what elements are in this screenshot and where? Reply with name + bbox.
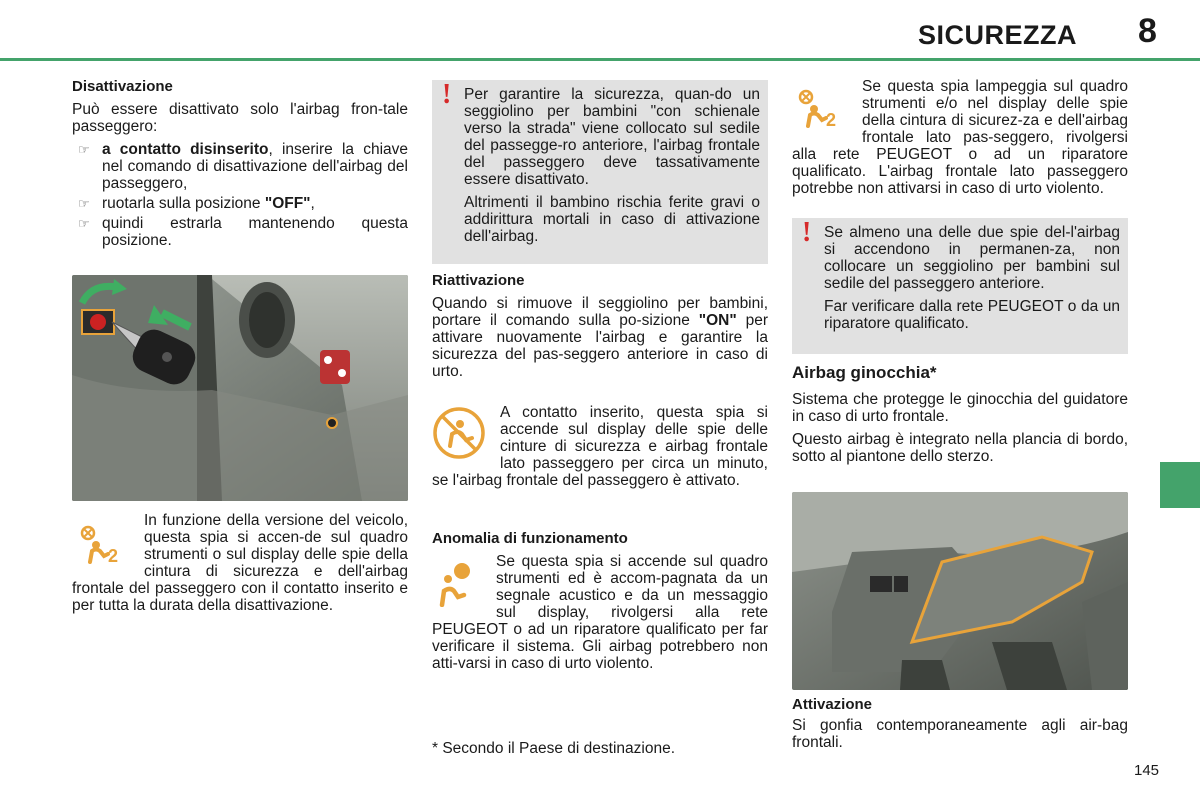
list-item-text: , inserire la chiave nel comando di disattivazione dell'airbag del passeggero, [102, 141, 408, 192]
heading-attivazione: Attivazione [792, 696, 873, 713]
photo-knee-airbag [792, 492, 1128, 690]
airbag-on-text: A contatto inserito, questa spia si accende sul display delle spie delle cinture di sicurezza e airbag frontale lato passeggero per circa un minuto, se l'airbag frontale del passeggero è attivato. [432, 404, 768, 489]
anomaly-section [432, 530, 768, 678]
chapter-tab [1160, 462, 1200, 508]
warning-text: Per garantire la sicurezza, quan-do un seggiolino per bambini "con schienale verso la strada" viene collocato sul sedile del passegge-ro anteriore, l'airbag frontale del passeggero deve tassativamente essere disattivato. [464, 86, 760, 188]
bold-text: "ON" [698, 312, 737, 329]
knee-airbag-illustration [792, 492, 1128, 690]
warning-exclamation-icon: ! [442, 79, 452, 110]
warning-text: Far verificare dalla rete PEUGEOT o da un riparatore qualificato. [824, 298, 1120, 332]
anomaly-text: Se questa spia si accende sul quadro strumenti ed è accom-pagnata da un segnale acustico e da un messaggio sul display, rivolgersi alla rete PEUGEOT o ad un riparatore qualificato per far verificare il sistema. Gli airbag potrebbero non atti-varsi in caso di urto violento. [432, 553, 768, 672]
svg-text:2: 2 [826, 110, 837, 128]
body-text: per attivare nuovamente l'airbag e garantire la sicurezza del pas-seggero anteriore in caso di urto. [432, 312, 768, 380]
airbag-off-note [72, 512, 408, 620]
pointing-hand-icon: ☞ [78, 216, 90, 231]
page-title: SICUREZZA [918, 20, 1077, 50]
warning-text: Se almeno una delle due spie del-l'airbag si accendono in permanen-za, non collocare un seggiolino per bambini sul sedile del passeggero anteriore. [824, 224, 1120, 292]
intro-text: Può essere disattivato solo l'airbag fron-tale passeggero: [72, 101, 408, 135]
warning-box-permanent [792, 218, 1128, 354]
knee-airbag-text: Questo airbag è integrato nella plancia di bordo, sotto al piantone dello sterzo. [792, 431, 1128, 465]
footnote: * Secondo il Paese di destinazione. [432, 740, 675, 757]
column-middle [432, 272, 768, 386]
airbag-fault-icon [436, 561, 474, 611]
pointing-hand-icon: ☞ [78, 142, 90, 157]
knee-airbag-text: Sistema che protegge le ginocchia del guidatore in caso di urto frontale. [792, 391, 1128, 425]
list-item [72, 141, 408, 192]
reactivation-text [432, 295, 768, 380]
heading-disattivazione: Disattivazione [72, 78, 173, 95]
svg-text:2: 2 [108, 546, 119, 564]
warning-text: Altrimenti il bambino rischia ferite gravi o addirittura mortali in caso di attivazione dell'airbag. [464, 194, 760, 245]
list-item [72, 195, 408, 212]
bold-text: "OFF" [264, 195, 311, 212]
airbag-on-note [432, 404, 768, 495]
chapter-number: 8 [1138, 12, 1157, 50]
list-item-text: quindi estrarla mantenendo questa posizione. [102, 215, 408, 249]
list-item-text: , [310, 195, 315, 212]
heading-airbag-ginocchia: Airbag ginocchia* [792, 363, 937, 382]
body-text: Quando si rimuove il seggiolino per bambini, portare il comando sulla po-sizione [432, 295, 768, 329]
dashboard-illustration [72, 275, 408, 501]
airbag-flash-note [792, 78, 1128, 203]
heading-riattivazione: Riattivazione [432, 272, 525, 289]
airbag-off-text: In funzione della versione del veicolo, questa spia si accen-de sul quadro strumenti o sul display delle spie della cintura di sicurezza e dell'airbag frontale del passeggero con il contatto inserito e per tutta la durata della disattivazione. [72, 512, 408, 614]
warning-box-child-seat [432, 80, 768, 264]
activation-text: Si gonfia contemporaneamente agli air-bag frontali. [792, 717, 1128, 751]
knee-airbag-section [792, 364, 1128, 471]
page-number: 145 [1134, 762, 1160, 779]
list-item-text: ruotarla sulla posizione [102, 195, 265, 212]
bold-text: a contatto disinserito [102, 141, 269, 158]
activation-section [792, 696, 1128, 757]
heading-anomalia: Anomalia di funzionamento [432, 530, 628, 547]
airbag-off-icon [796, 88, 842, 132]
list-item [72, 215, 408, 249]
airbag-off-icon [78, 524, 124, 568]
airbag-passenger-icon [432, 406, 486, 464]
photo-airbag-switch [72, 275, 408, 501]
warning-exclamation-icon: ! [802, 217, 812, 248]
pointing-hand-icon: ☞ [78, 196, 90, 211]
airbag-flash-text: Se questa spia lampeggia sul quadro strumenti e/o nel display delle spie della cintura di sicurez-za e dell'airbag frontale lato pas-seggero, rivolgersi alla rete PEUGEOT o ad un riparatore qualificato. L'airbag frontale lato passeggero potrebbe non attivarsi in caso di urto violento. [792, 78, 1128, 197]
header-rule [0, 58, 1200, 61]
column-left [72, 78, 408, 252]
